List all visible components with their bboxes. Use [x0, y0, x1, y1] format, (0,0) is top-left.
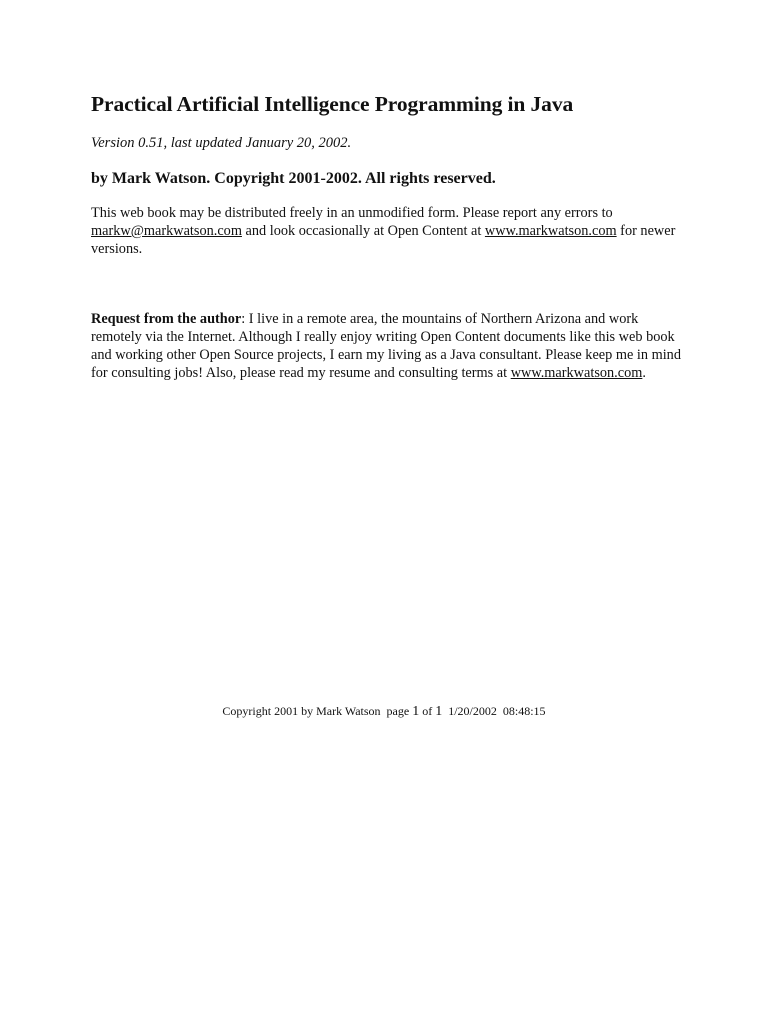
- distribution-text-after: for newer versions.: [91, 223, 676, 257]
- document-body: [91, 88, 681, 382]
- document-title: Practical Artificial Intelligence Programming in Java: [91, 92, 574, 116]
- email-link[interactable]: markw@markwatson.com: [91, 223, 242, 239]
- website-link[interactable]: www.markwatson.com: [484, 223, 617, 239]
- author-request-paragraph: [91, 310, 681, 382]
- page-footer: [0, 702, 768, 721]
- request-text: : I live in a remote area, the mountains of Northern Arizona and work remotely via the Internet. Although I really enjoy writing Open Content documents like this web book and working other Open Source projects, I earn my living as a Java consultant. Please keep me in mind for consulting jobs! Also, please read my resume and consulting terms at: [91, 311, 681, 381]
- footer-timestamp: 1/20/2002 08:48:15: [442, 704, 546, 718]
- footer-of-label: of: [419, 704, 436, 718]
- distribution-paragraph: [91, 204, 681, 258]
- request-text-after: .: [642, 365, 646, 381]
- version-line: Version 0.51, last updated January 20, 2002.: [91, 135, 352, 151]
- author-byline: by Mark Watson. Copyright 2001-2002. All rights reserved.: [91, 170, 496, 187]
- distribution-text-middle: and look occasionally at Open Content at: [241, 223, 485, 239]
- request-label: Request from the author: [91, 311, 242, 327]
- footer-page-number: 1: [412, 704, 420, 719]
- footer-copyright: Copyright 2001 by Mark Watson page: [222, 704, 413, 718]
- resume-website-link[interactable]: www.markwatson.com: [510, 365, 643, 381]
- footer-page-total: 1: [435, 704, 443, 719]
- distribution-text-before: This web book may be distributed freely in an unmodified form. Please report any errors to: [91, 205, 613, 221]
